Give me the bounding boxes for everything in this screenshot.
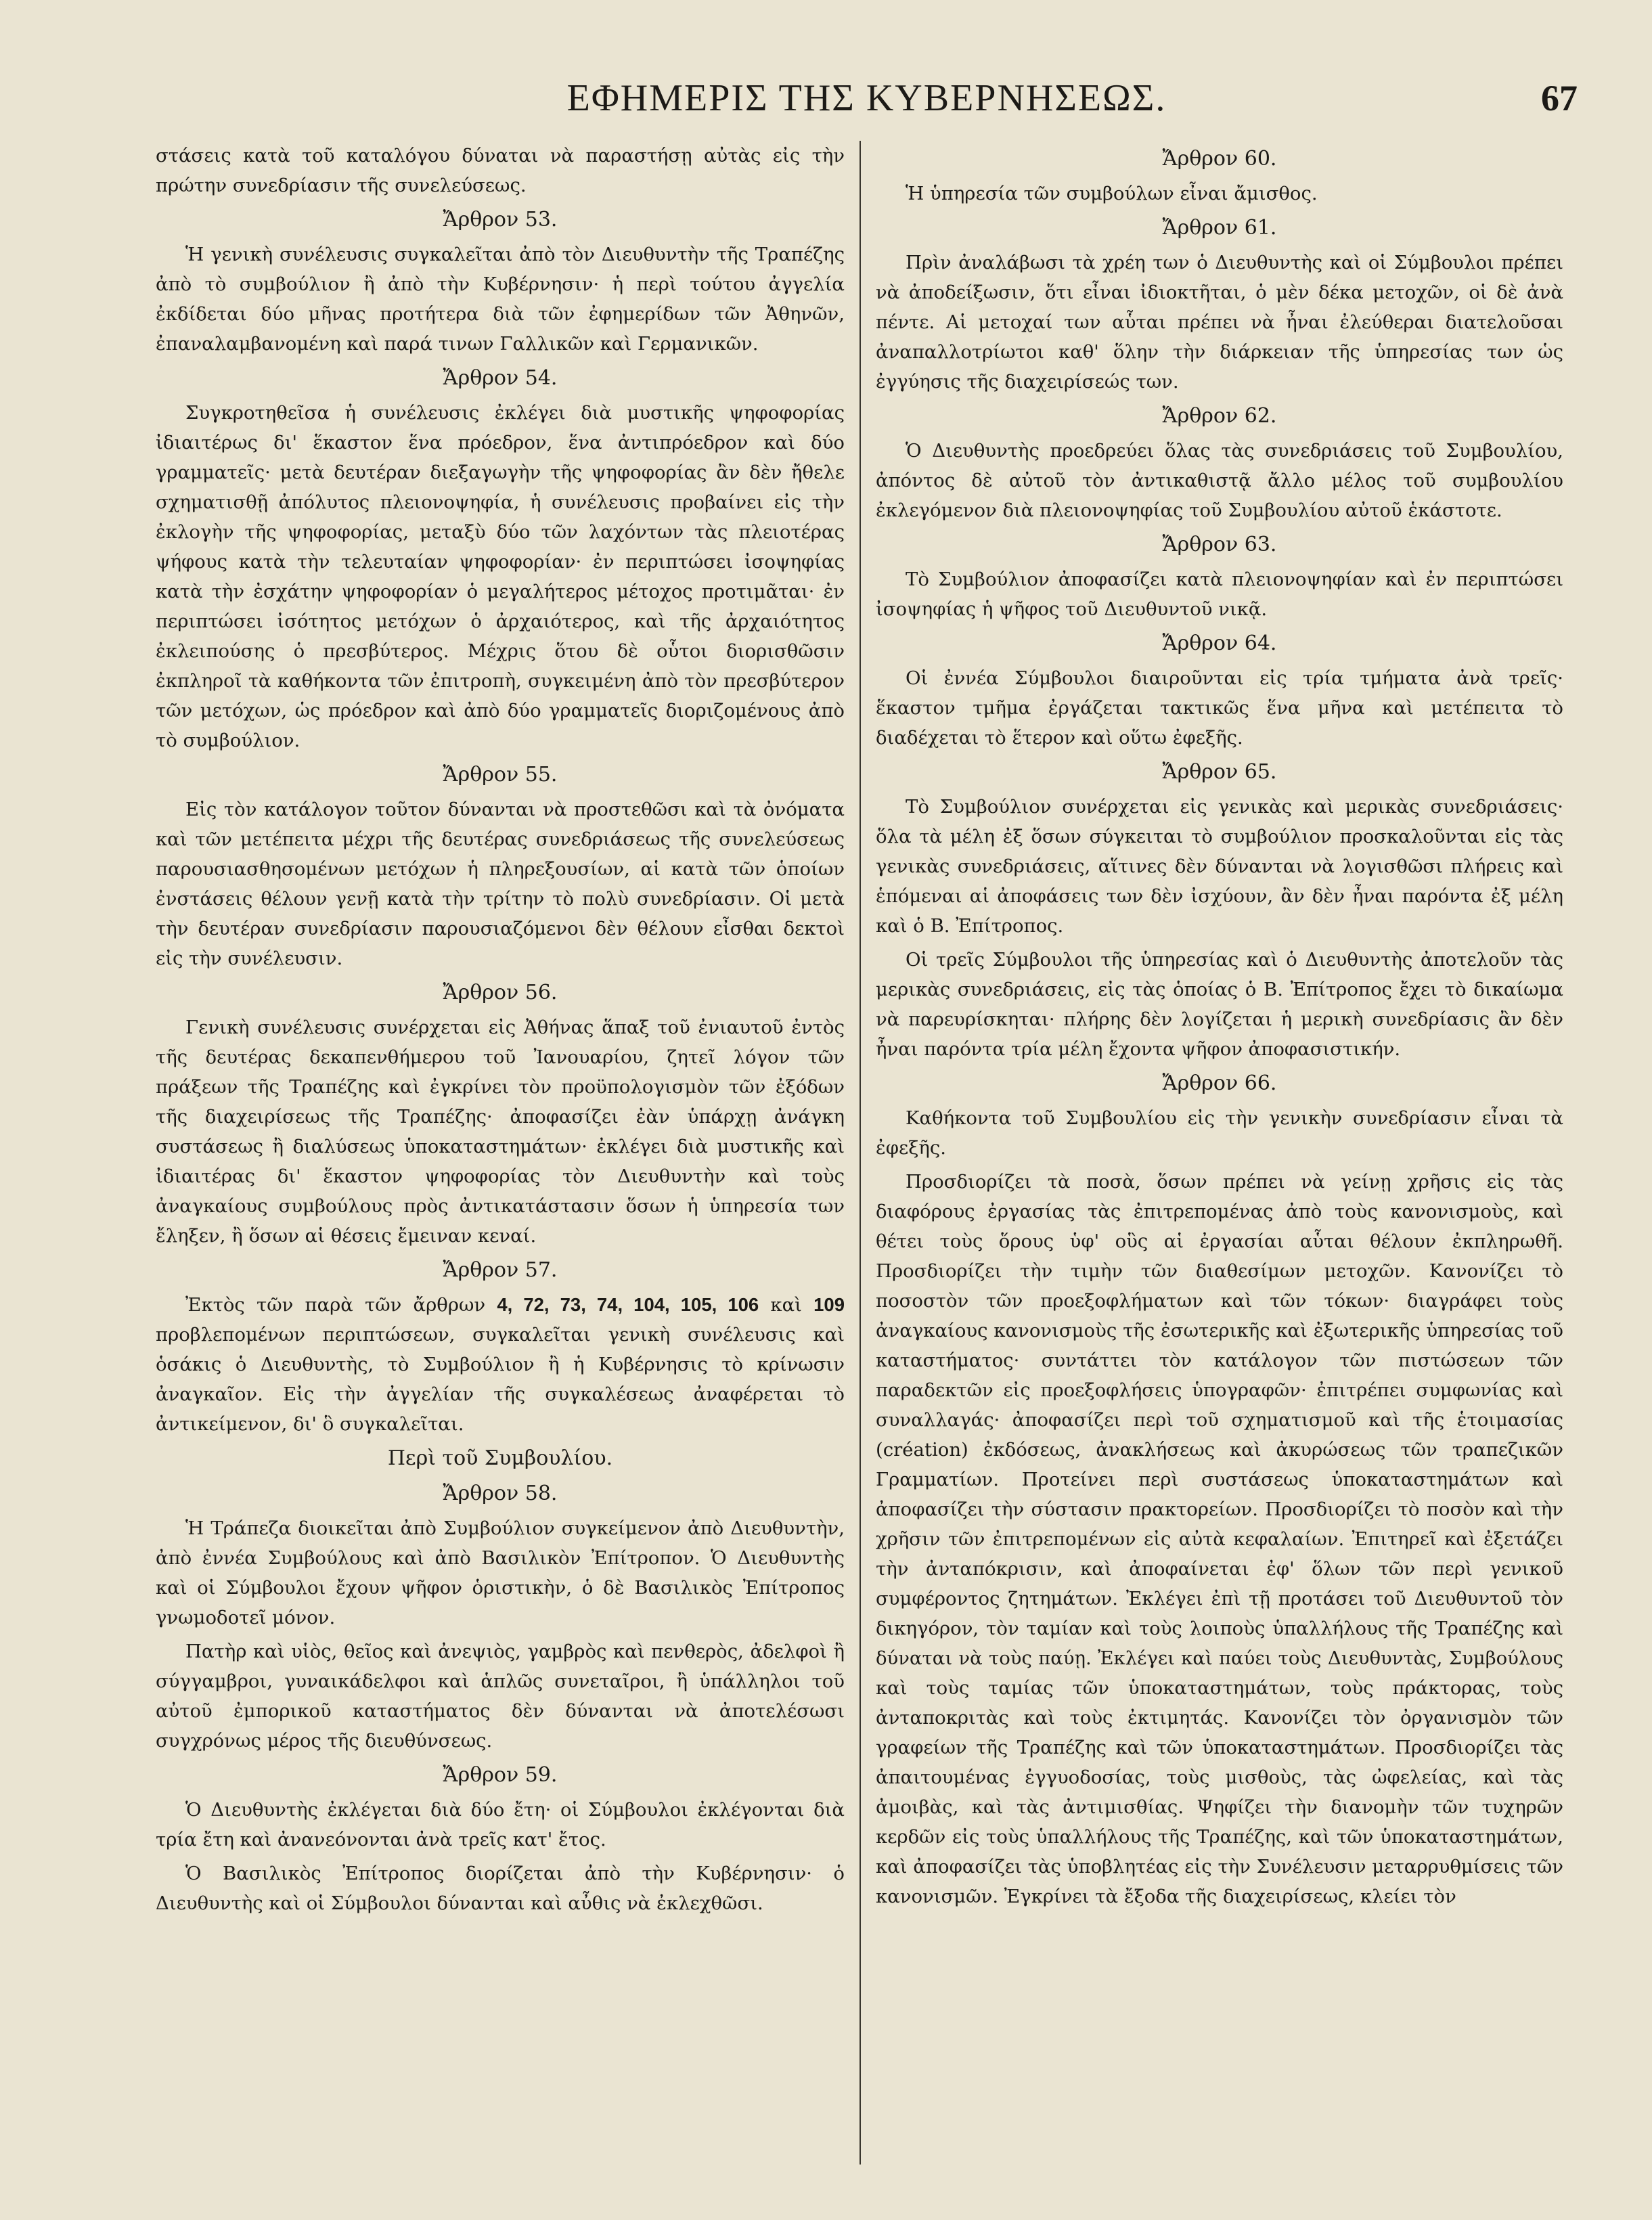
article-heading-63: Ἄρθρον 63. <box>1162 533 1277 556</box>
article-57-number-109: 109 <box>813 1294 845 1315</box>
article-heading-54: Ἄρθρον 54. <box>443 366 558 390</box>
article-58-text-1: Ἡ Τράπεζα διοικεῖται ἀπὸ Συμβούλιον συγκείμενον ἀπὸ Διευθυντὴν, ἀπὸ ἐννέα Συμβούλους καὶ ἀπὸ Βασιλικὸν Ἐπίτροπον. Ὁ Διευθυντὴς καὶ οἱ Σύμβουλοι ἔχουν ψῆφον ὁριστικὴν, ὁ δὲ Βασιλικὸς Ἐπίτροπος γνωμοδοτεῖ μόνον. <box>156 1517 845 1628</box>
article-heading-62: Ἄρθρον 62. <box>1162 404 1277 428</box>
article-65-text-1: Τὸ Συμβούλιον συνέρχεται εἰς γενικὰς καὶ μερικὰς συνεδριάσεις· ὅλα τὰ μέλη ἐξ ὅσων σύγκειται τὸ συμβούλιον προσκαλοῦνται εἰς τὰς γενικὰς συνεδριάσεις, αἵτινες δὲν δύνανται νὰ λογισθῶσι πλήρεις καὶ ἑπόμεναι αἱ ἀποφάσεις των δὲν ἰσχύουν, ἂν δὲν ἦναι παρόντα ἐξ μέλη καὶ ὁ Β. Ἐπίτροπος. <box>876 796 1563 937</box>
gazette-title: ΕΦΗΜΕΡΙΣ ΤΗΣ ΚΥΒΕΡΝΗΣΕΩΣ. <box>566 77 1167 119</box>
left-column <box>156 141 860 2164</box>
article-heading-55: Ἄρθρον 55. <box>443 763 558 786</box>
article-54-text: Συγκροτηθεῖσα ἡ συνέλευσις ἐκλέγει διὰ μυστικῆς ψηφοφορίας ἰδιαιτέρως δι' ἕκαστον ἕνα πρόεδρον, ἕνα ἀντιπρόεδρον καὶ δύο γραμματεῖς· μετὰ δευτέραν διεξαγωγὴν τῆς ψηφοφορίας ἂν δὲν ἤθελε σχηματισθῇ ἀπόλυτος πλειονοψηφία, ἡ συνέλευσις προβαίνει εἰς τὴν ἐκλογὴν τῆς ψηφοφορίας, μεταξὺ δύο τῶν λαχόντων τὰς πλειοτέρας ψήφους κατὰ τὴν τελευταίαν ψηφοφορίαν· ἐν περιπτώσει ἰσοψηφίας κατὰ τὴν ἐσχάτην ψηφοφορίαν ὁ μεγαλήτερος μέτοχος προτιμᾶται· ἐν περιπτώσει ἰσότητος μετόχων ὁ ἀρχαιότερος, καὶ τῆς ἀρχαιότητος ἐκλειπούσης ὁ πρεσβύτερος. Μέχρις ὅτου δὲ οὗτοι διορισθῶσιν ἐκπληροῖ τὰ καθήκοντα τῶν ἐπιτροπὴ, συγκειμένη ἀπὸ τὸν πρεσβύτερον τῶν μετόχων, ὡς πρόεδρον καὶ ἀπὸ δύο γραμματεῖς διοριζομένους ἀπὸ τὸ συμβούλιον. <box>156 402 845 751</box>
article-62-text: Ὁ Διευθυντὴς προεδρεύει ὅλας τὰς συνεδριάσεις τοῦ Συμβουλίου, ἀπόντος δὲ αὐτοῦ τὸν ἀντικαθιστᾷ ἄλλο μέλος τοῦ συμβουλίου ἐκλεγόμενον διὰ πλειονοψηφίας τοῦ Συμβουλίου αὐτοῦ ἑκάστοτε. <box>876 440 1563 521</box>
article-61-text: Πρὶν ἀναλάβωσι τὰ χρέη των ὁ Διευθυντὴς καὶ οἱ Σύμβουλοι πρέπει νὰ ἀποδείξωσιν, ὅτι εἶναι ἰδιοκτῆται, ὁ μὲν δέκα μετοχῶν, οἱ δὲ ἀνὰ πέντε. Αἱ μετοχαί των αὗται πρέπει νὰ ἦναι ἐλεύθεραι διατελοῦσαι ἀναπαλλοτρίωτοι καθ' ὅλην τὴν διάρκειαν τῆς ὑπηρεσίας των ὡς ἐγγύησις τῆς διαχειρίσεώς των. <box>876 252 1563 393</box>
article-56-text: Γενικὴ συνέλευσις συνέρχεται εἰς Ἀθήνας ἅπαξ τοῦ ἐνιαυτοῦ ἐντὸς τῆς δευτέρας δεκαπενθήμερου τοῦ Ἰανουαρίου, ζητεῖ λόγον τῶν πράξεων τῆς Τραπέζης καὶ ἐγκρίνει τὸν προϋπολογισμὸν τῶν ἐξόδων τῆς διαχειρίσεως τῆς Τραπέζης· ἀποφασίζει ἐὰν ὑπάρχῃ ἀνάγκη συστάσεως ἢ διαλύσεως ὑποκαταστημάτων· ἐκλέγει διὰ μυστικῆς καὶ ἰδιαιτέρας δι' ἕκαστον ψηφοφορίας τὸν Διευθυντὴν καὶ τοὺς ἀναγκαίους συμβούλους πρὸς ἀντικατάστασιν ὅσων ἡ ὑπηρεσία των ἔληξεν, ἢ ὅσων αἱ θέσεις ἔμειναν κεναί. <box>156 1017 845 1247</box>
article-57-and: καὶ <box>770 1294 802 1316</box>
article-53-text: Ἡ γενικὴ συνέλευσις συγκαλεῖται ἀπὸ τὸν Διευθυντὴν τῆς Τραπέζης ἀπὸ τὸ συμβούλιον ἢ ἀπὸ τὴν Κυβέρνησιν· ἡ περὶ τούτου ἀγγελία ἐκδίδεται δύο μῆνας προτήτερα διὰ τῶν ἐφημερίδων τῶν Ἀθηνῶν, ἐπαναλαμβανομένη καὶ παρά τινων Γαλλικῶν καὶ Γερμανικῶν. <box>156 244 845 355</box>
article-58-text-2: Πατὴρ καὶ υἱὸς, θεῖος καὶ ἀνεψιὸς, γαμβρὸς καὶ πενθερὸς, ἀδελφοὶ ἢ σύγγαμβροι, γυναικάδελφοι καὶ ἁπλῶς συνεταῖροι, ἢ ὑπάλληλοι τοῦ αὐτοῦ ἐμπορικοῦ καταστήματος δὲν δύνανται νὰ ἀποτελέσωσι συγχρόνως μέρος τῆς διευθύνσεως. <box>156 1641 845 1752</box>
article-57-text <box>156 1290 845 1439</box>
article-heading-64: Ἄρθρον 64. <box>1162 631 1277 655</box>
article-60-text: Ἡ ὑπηρεσία τῶν συμβούλων εἶναι ἄμισθος. <box>906 183 1318 204</box>
article-65-text-2: Οἱ τρεῖς Σύμβουλοι τῆς ὑπηρεσίας καὶ ὁ Διευθυντὴς ἀποτελοῦν τὰς μερικὰς συνεδριάσεις, εἰς τὰς ὁποίας ὁ Β. Ἐπίτροπος ἔχει τὸ δικαίωμα νὰ παρευρίσκηται· πλήρης δὲν λογίζεται ἡ μερικὴ συνεδρίασις ἂν δὲν ἦναι παρόντα τρία μέλη ἔχοντα ψῆφον ἀποφασιστικήν. <box>876 949 1563 1060</box>
section-heading-council: Περὶ τοῦ Συμβουλίου. <box>387 1446 613 1470</box>
article-heading-66: Ἄρθρον 66. <box>1162 1071 1277 1095</box>
page-header <box>156 74 1578 122</box>
article-55-text: Εἰς τὸν κατάλογον τοῦτον δύνανται νὰ προστεθῶσι καὶ τὰ ὀνόματα καὶ τῶν μετέπειτα μέχρι τῆς δευτέρας συνεδριάσεως τῆς συνελεύσεως παρουσιασθησομένων μετόχων ἡ πληρεξουσίων, αἱ κατὰ τῶν ὁποίων ἐνστάσεις θέλουν γενῇ κατὰ τὴν τρίτην τὸ πολὺ συνεδρίασιν. Οἱ μετὰ τὴν δευτέραν συνεδρίασιν παρουσιαζόμενοι δὲν θέλουν εἶσθαι δεκτοὶ εἰς τὴν συνέλευσιν. <box>156 799 845 969</box>
paragraph-continuation: στάσεις κατὰ τοῦ καταλόγου δύναται νὰ παραστήσῃ αὐτὰς εἰς τὴν πρώτην συνεδρίασιν τῆς συνελεύσεως. <box>156 145 845 196</box>
article-59-text-2: Ὁ Βασιλικὸς Ἐπίτροπος διορίζεται ἀπὸ τὴν Κυβέρνησιν· ὁ Διευθυντὴς καὶ οἱ Σύμβουλοι δύνανται καὶ αὖθις νὰ ἐκλεχθῶσι. <box>156 1863 845 1914</box>
article-heading-60: Ἄρθρον 60. <box>1162 147 1277 171</box>
article-59-text-1: Ὁ Διευθυντὴς ἐκλέγεται διὰ δύο ἔτη· οἱ Σύμβουλοι ἐκλέγονται διὰ τρία ἔτη καὶ ἀνανεόνονται ἀνὰ τρεῖς κατ' ἔτος. <box>156 1799 845 1850</box>
article-66-text-2: Προσδιορίζει τὰ ποσὰ, ὅσων πρέπει νὰ γείνῃ χρῆσις εἰς τὰς διαφόρους ἐργασίας τὰς ἐπιτρεπομένας ἀπὸ τοὺς κανονισμοὺς, καὶ θέτει τοὺς ὅρους ὑφ' οὓς αἱ ἐργασίαι αὗται θέλουν ἐκπληρωθῆ. Προσδιορίζει τὴν τιμὴν τῶν διαθεσίμων μετοχῶν. Κανονίζει τὸ ποσοστὸν τῶν προεξοφλήματων καὶ τῶν τόκων· διαγράφει τοὺς ἀναγκαίους κανονισμοὺς τῆς ἐσωτερικῆς καὶ ἐξωτερικῆς ὑπηρεσίας τοῦ καταστήματος· συντάττει τὸν κατάλογον τῶν πιστώσεων τῶν παραδεκτῶν εἰς προεξοφλήσεις ὑπογραφῶν· ἐπιτρέπει συμφωνίας καὶ συναλλαγάς· ἀποφασίζει περὶ τοῦ σχηματισμοῦ καὶ τῆς ἑτοιμασίας (création) ἐκδόσεως, ἀνακλήσεως καὶ ἀκυρώσεως τῶν τραπεζικῶν Γραμματίων. Προτείνει περὶ συστάσεως ὑποκαταστημάτων καὶ ἀποφασίζει τὴν σύστασιν πρακτορείων. Προσδιορίζει τὸ ποσὸν καὶ τὴν χρῆσιν τῶν ἐπιτρεπομένων εἰς αὐτὰ κεφαλαίων. Ἐπιτηρεῖ καὶ ἐξετάζει τὴν ἀνταπόκρισιν, καὶ ἀποφαίνεται ἐφ' ὅλων τῶν περὶ γενικοῦ συμφέροντος ζητημάτων. Ἐκλέγει ἐπὶ τῇ προτάσει τοῦ Διευθυντοῦ τὸν δικηγόρον, τὸν ταμίαν καὶ τοὺς λοιποὺς ὑπαλλήλους τῆς Τραπέζης καὶ δύναται νὰ τοὺς παύῃ. Ἐκλέγει καὶ παύει τοὺς Διευθυντὰς, Συμβούλους καὶ τοὺς ταμίας τῶν ὑποκαταστημάτων, τοὺς πράκτορας, τοὺς ἀνταποκριτὰς καὶ τοὺς ἐκτιμητάς. Κανονίζει τὸν ὀργανισμὸν τῶν γραφείων τῆς Τραπέζης καὶ τῶν ὑποκαταστημάτων. Προσδιορίζει τὰς ἀπαιτουμένας ἐγγυοδοσίας, τοὺς μισθοὺς, τὰς ὠφελείας, καὶ τὰς ἀμοιβὰς, καὶ τὰς ἀντιμισθίας. Ψηφίζει τὴν διανομὴν τῶν τυχηρῶν κερδῶν εἰς τοὺς ὑπαλλήλους τῆς Τραπέζης, καὶ τῶν ὑποκαταστημάτων, καὶ ἀποφασίζει τὰς ὑποβλητέας εἰς τὴν Συνέλευσιν μεταρρυθμίσεις τῶν κανονισμῶν. Ἐγκρίνει τὰ ἔξοδα τῆς διαχειρίσεως, κλείει τὸν <box>876 1171 1563 1907</box>
text-columns <box>156 141 1578 2164</box>
article-66-text-1: Καθήκοντα τοῦ Συμβουλίου εἰς τὴν γενικὴν συνεδρίασιν εἶναι τὰ ἐφεξῆς. <box>876 1107 1563 1159</box>
article-57-intro: Ἐκτὸς τῶν παρὰ τῶν ἄρθρων <box>185 1294 486 1316</box>
right-column <box>860 141 1563 2164</box>
article-heading-57: Ἄρθρον 57. <box>443 1258 558 1282</box>
article-64-text: Οἱ ἐννέα Σύμβουλοι διαιροῦνται εἰς τρία τμήματα ἀνὰ τρεῖς· ἕκαστον τμῆμα ἐργάζεται τακτικῶς ἕνα μῆνα καὶ μετέπειτα τὸ διαδέχεται τὸ ἕτερον καὶ οὕτω ἐφεξῆς. <box>876 667 1563 749</box>
article-57-rest: προβλεπομένων περιπτώσεων, συγκαλεῖται γενικὴ συνέλευσις καὶ ὁσάκις ὁ Διευθυντὴς, τὸ Συμβούλιον ἢ ἡ Κυβέρνησις τὸ κρίνωσιν ἀναγκαῖον. Εἰς τὴν ἀγγελίαν τῆς συγκαλέσεως ἀναφέρεται τὸ ἀντικείμενον, δι' ὃ συγκαλεῖται. <box>156 1324 845 1435</box>
article-heading-59: Ἄρθρον 59. <box>443 1763 558 1787</box>
article-heading-65: Ἄρθρον 65. <box>1162 760 1277 784</box>
article-heading-56: Ἄρθρον 56. <box>443 981 558 1004</box>
article-57-numbers: 4, 72, 73, 74, 104, 105, 106 <box>497 1294 759 1315</box>
page-number: 67 <box>1541 78 1578 118</box>
article-63-text: Τὸ Συμβούλιον ἀποφασίζει κατὰ πλειονοψηφίαν καὶ ἐν περιπτώσει ἰσοψηφίας ἡ ψῆφος τοῦ Διευθυντοῦ νικᾷ. <box>876 569 1563 620</box>
article-heading-61: Ἄρθρον 61. <box>1162 216 1277 240</box>
article-heading-58: Ἄρθρον 58. <box>443 1482 558 1505</box>
article-heading-53: Ἄρθρον 53. <box>443 208 558 231</box>
